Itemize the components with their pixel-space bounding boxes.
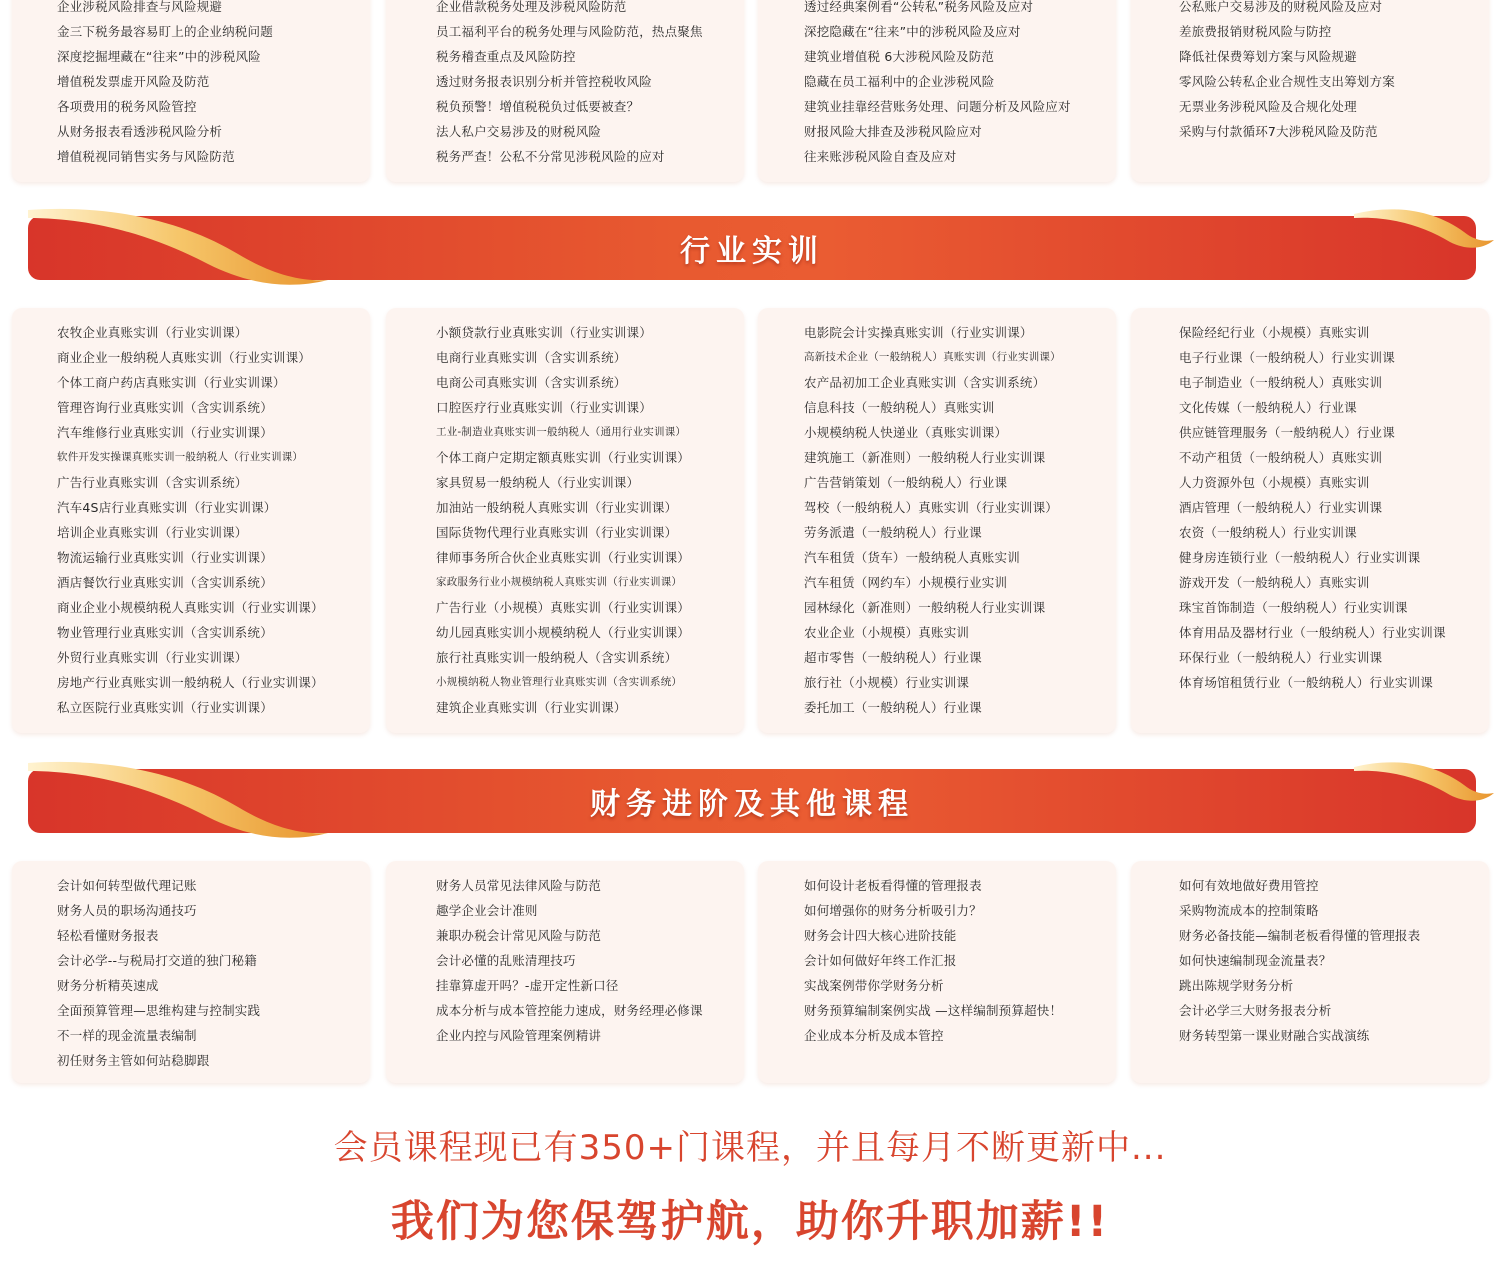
course-item: 家具贸易一般纳税人（行业实训课） [436,475,640,490]
course-item: 往来账涉税风险自查及应对 [804,149,957,164]
course-card [758,0,1116,182]
course-item: 财务人员的职场沟通技巧 [57,903,197,918]
membership-tagline: 会员课程现已有350+门课程，并且每月不断更新中... [333,1128,1167,1168]
course-item: 会计如何转型做代理记账 [57,878,197,893]
course-item: 劳务派遣（一般纳税人）行业课 [804,525,982,540]
course-item: 从财务报表看透涉税风险分析 [57,124,223,139]
course-list [804,320,1061,720]
course-item: 企业成本分析及成本管控 [804,1028,944,1043]
course-item: 人力资源外包（小规模）真账实训 [1179,475,1370,490]
course-item: 汽车租赁（网约车）小规模行业实训 [804,575,1008,590]
course-item: 法人私户交易涉及的财税风险 [436,124,602,139]
course-item: 游戏开发（一般纳税人）真账实训 [1179,575,1370,590]
course-item: 超市零售（一般纳税人）行业课 [804,650,982,665]
course-item: 体育场馆租赁行业（一般纳税人）行业实训课 [1179,675,1434,690]
course-item: 税务稽查重点及风险防控 [436,49,576,64]
slogan-headline: 我们为您保驾护航，助你升职加薪!! [390,1197,1110,1247]
course-item: 旅行社（小规模）行业实训课 [804,675,970,690]
course-item: 农牧企业真账实训（行业实训课） [57,325,248,340]
course-card [12,861,370,1083]
course-item: 委托加工（一般纳税人）行业课 [804,700,982,715]
course-item: 个体工商户药店真账实训（行业实训课） [57,375,286,390]
course-item: 透过经典案例看“公转私”税务风险及应对 [804,0,1034,14]
course-list [57,0,273,169]
course-item: 财报风险大排查及涉税风险应对 [804,124,982,139]
course-card [12,0,370,182]
course-item: 财务预算编制案例实战 —这样编制预算超快！ [804,1003,1063,1018]
course-list [436,873,703,1048]
course-item: 会计必学--与税局打交道的独门秘籍 [57,953,257,968]
course-item: 电商公司真账实训（含实训系统） [436,375,627,390]
course-item: 口腔医疗行业真账实训（行业实训课） [436,400,652,415]
course-item: 企业借款税务处理及涉税风险防范 [436,0,627,14]
course-item: 如何增强你的财务分析吸引力？ [804,903,982,918]
course-item: 国际货物代理行业真账实训（行业实训课） [436,525,678,540]
section-title: 行业实训 [680,234,824,269]
course-item: 深挖隐藏在“往来”中的涉税风险及应对 [804,24,1021,39]
course-item: 降低社保费筹划方案与风险规避 [1179,49,1357,64]
course-card [1131,308,1489,733]
course-item: 不动产租赁（一般纳税人）真账实训 [1179,450,1383,465]
course-item: 旅行社真账实训一般纳税人（含实训系统） [436,650,678,665]
course-item: 财务转型第一课业财融合实战演练 [1179,1028,1370,1043]
course-card [1131,0,1489,182]
course-list [1179,0,1395,144]
course-item: 加油站一般纳税人真账实训（行业实训课） [436,500,678,515]
course-item: 物流运输行业真账实训（行业实训课） [57,550,273,565]
course-item: 轻松看懂财务报表 [57,928,159,943]
course-item: 建筑业挂靠经营账务处理、问题分析及风险应对 [804,99,1071,114]
section-banner-industry [28,216,1476,280]
course-item: 私立医院行业真账实训（行业实训课） [57,700,273,715]
course-item: 外贸行业真账实训（行业实训课） [57,650,248,665]
course-item: 财务会计四大核心进阶技能 [804,928,957,943]
course-item: 园林绿化（新准则）一般纳税人行业实训课 [804,600,1046,615]
course-item: 零风险公转私企业合规性支出筹划方案 [1179,74,1395,89]
course-item: 物业管理行业真账实训（含实训系统） [57,625,273,640]
course-item: 不一样的现金流量表编制 [57,1028,197,1043]
course-item: 个体工商户定期定额真账实训（行业实训课） [436,450,691,465]
course-item: 广告行业（小规模）真账实训（行业实训课） [436,600,691,615]
course-item: 房地产行业真账实训一般纳税人（行业实训课） [57,675,324,690]
course-item: 成本分析与成本管控能力速成，财务经理必修课 [436,1003,703,1018]
course-item: 幼儿园真账实训小规模纳税人（行业实训课） [436,625,691,640]
course-item: 软件开发实操课真账实训一般纳税人（行业实训课） [57,451,304,463]
course-item: 农产品初加工企业真账实训（含实训系统） [804,375,1046,390]
course-item: 建筑业增值税 6大涉税风险及防范 [804,49,995,64]
course-item: 兼职办税会计常见风险与防范 [436,928,602,943]
course-card [386,0,744,182]
course-item: 金三下税务最容易盯上的企业纳税问题 [57,24,273,39]
course-item: 农资（一般纳税人）行业实训课 [1179,525,1357,540]
section-banner-advanced [28,769,1476,833]
course-item: 财务必备技能—编制老板看得懂的管理报表 [1179,928,1421,943]
course-item: 趣学企业会计准则 [436,903,538,918]
course-item: 农业企业（小规模）真账实训 [804,625,970,640]
course-item: 体育用品及器材行业（一般纳税人）行业实训课 [1179,625,1446,640]
course-item: 小额贷款行业真账实训（行业实训课） [436,325,652,340]
course-list [57,320,324,720]
course-item: 管理咨询行业真账实训（含实训系统） [57,400,273,415]
course-item: 跳出陈规学财务分析 [1179,978,1294,993]
course-card [386,308,744,733]
course-card [12,308,370,733]
course-item: 工业-制造业真账实训一般纳税人（通用行业实训课） [436,426,687,438]
course-item: 建筑企业真账实训（行业实训课） [436,700,627,715]
course-item: 实战案例带你学财务分析 [804,978,944,993]
course-list [436,320,690,720]
course-item: 家政服务行业小规模纳税人真账实训（行业实训课） [436,576,683,588]
course-item: 员工福利平台的税务处理与风险防范，热点聚焦 [436,24,703,39]
course-item: 环保行业（一般纳税人）行业实训课 [1179,650,1383,665]
course-item: 如何快速编制现金流量表？ [1179,953,1332,968]
course-item: 珠宝首饰制造（一般纳税人）行业实训课 [1179,600,1408,615]
course-card [758,308,1116,733]
course-item: 培训企业真账实训（行业实训课） [57,525,248,540]
course-item: 电商行业真账实训（含实训系统） [436,350,627,365]
course-item: 财务人员常见法律风险与防范 [436,878,602,893]
course-item: 小规模纳税人快递业（真账实训课） [804,425,1008,440]
course-item: 会计必懂的乱账清理技巧 [436,953,576,968]
course-item: 酒店餐饮行业真账实训（含实训系统） [57,575,273,590]
course-item: 初任财务主管如何站稳脚跟 [57,1053,210,1068]
course-item: 采购物流成本的控制策略 [1179,903,1319,918]
section-title: 财务进阶及其他课程 [590,787,914,822]
course-item: 驾校（一般纳税人）真账实训（行业实训课） [804,500,1059,515]
course-card [386,861,744,1083]
course-item: 挂靠算虚开吗？-虚开定性新口径 [436,978,619,993]
course-item: 信息科技（一般纳税人）真账实训 [804,400,995,415]
course-item: 如何设计老板看得懂的管理报表 [804,878,982,893]
course-item: 采购与付款循环7大涉税风险及防范 [1179,124,1378,139]
course-item: 律师事务所合伙企业真账实训（行业实训课） [436,550,691,565]
course-list [1179,320,1446,695]
course-item: 广告营销策划（一般纳税人）行业课 [804,475,1008,490]
course-item: 汽车维修行业真账实训（行业实训课） [57,425,273,440]
course-item: 保险经纪行业（小规模）真账实训 [1179,325,1370,340]
course-item: 电子行业课（一般纳税人）行业实训课 [1179,350,1395,365]
course-item: 隐藏在员工福利中的企业涉税风险 [804,74,995,89]
course-item: 财务分析精英速成 [57,978,159,993]
course-item: 商业企业小规模纳税人真账实训（行业实训课） [57,600,324,615]
course-list [804,0,1071,169]
course-item: 增值税视同销售实务与风险防范 [57,149,235,164]
course-item: 小规模纳税人物业管理行业真账实训（含实训系统） [436,676,683,688]
course-item: 增值税发票虚开风险及防范 [57,74,210,89]
course-item: 无票业务涉税风险及合规化处理 [1179,99,1357,114]
course-item: 文化传媒（一般纳税人）行业课 [1179,400,1357,415]
course-item: 深度挖掘埋藏在“往来”中的涉税风险 [57,49,261,64]
course-item: 公私账户交易涉及的财税风险及应对 [1179,0,1383,14]
course-list [804,873,1062,1048]
course-card [758,861,1116,1083]
course-item: 税负预警！增值税税负过低要被查？ [436,99,640,114]
course-item: 如何有效地做好费用管控 [1179,878,1319,893]
course-item: 税务严查！公私不分常见涉税风险的应对 [436,149,665,164]
course-item: 建筑施工（新准则）一般纳税人行业实训课 [804,450,1046,465]
course-item: 汽车租赁（货车）一般纳税人真账实训 [804,550,1020,565]
course-item: 企业涉税风险排查与风险规避 [57,0,223,14]
course-item: 差旅费报销财税风险与防控 [1179,24,1332,39]
course-item: 电影院会计实操真账实训（行业实训课） [804,325,1033,340]
course-card [1131,861,1489,1083]
course-item: 高新技术企业（一般纳税人）真账实训（行业实训课） [804,351,1061,363]
course-item: 会计如何做好年终工作汇报 [804,953,957,968]
course-item: 商业企业一般纳税人真账实训（行业实训课） [57,350,312,365]
course-item: 供应链管理服务（一般纳税人）行业课 [1179,425,1395,440]
course-item: 会计必学三大财务报表分析 [1179,1003,1332,1018]
course-item: 酒店管理（一般纳税人）行业实训课 [1179,500,1383,515]
course-list [436,0,703,169]
course-item: 电子制造业（一般纳税人）真账实训 [1179,375,1383,390]
course-list [1179,873,1420,1048]
course-item: 汽车4S店行业真账实训（行业实训课） [57,500,277,515]
course-item: 全面预算管理—思维构建与控制实践 [57,1003,261,1018]
course-item: 各项费用的税务风险管控 [57,99,197,114]
course-list [57,873,260,1073]
course-item: 透过财务报表识别分析并管控税收风险 [436,74,652,89]
course-item: 广告行业真账实训（含实训系统） [57,475,248,490]
course-item: 健身房连锁行业（一般纳税人）行业实训课 [1179,550,1421,565]
course-item: 企业内控与风险管理案例精讲 [436,1028,602,1043]
